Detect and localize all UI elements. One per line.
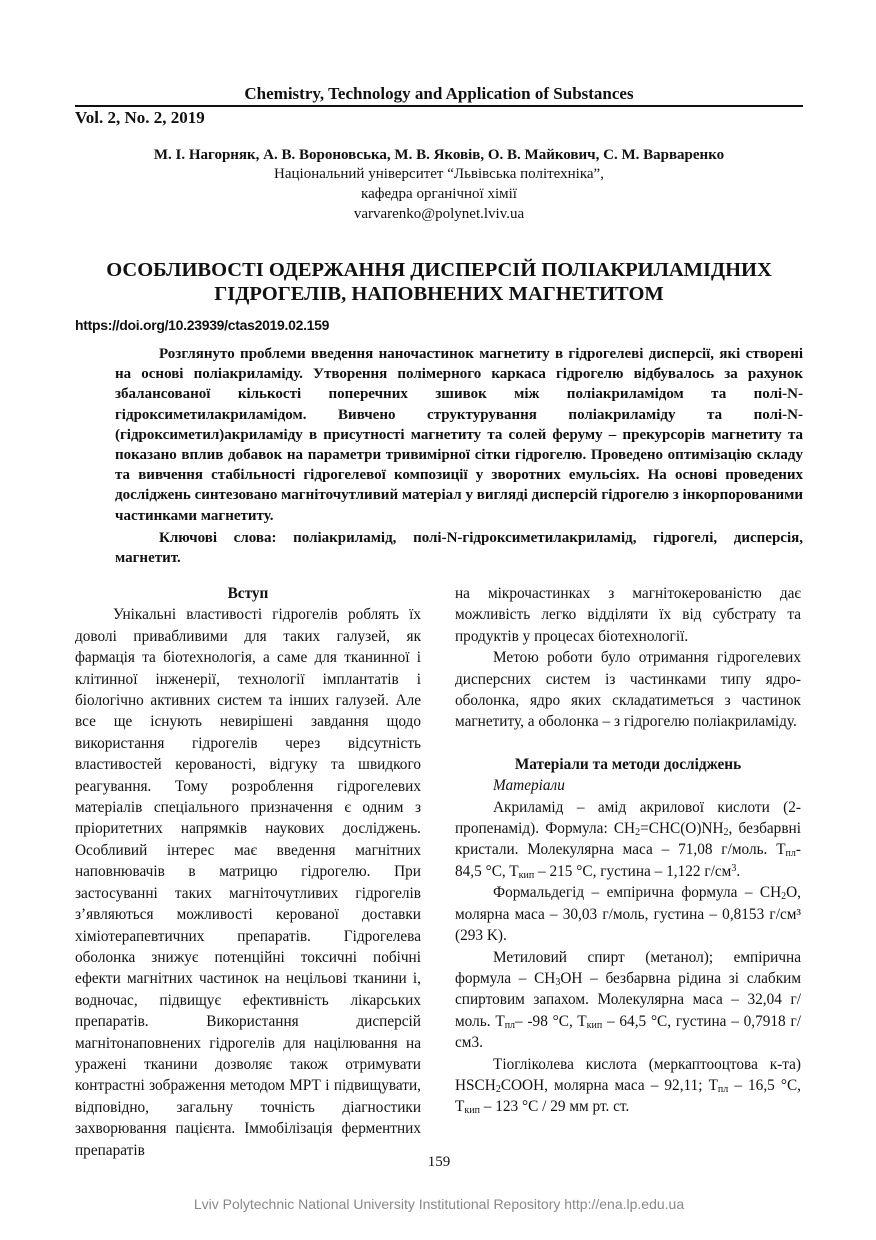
affiliation-department: кафедра органічної хімії xyxy=(361,186,517,202)
intro-continuation: на мікрочастинках з магнітокерованістю дає можливість легко відділяти їх від субстрату та продуктів у процесах біотехнології. xyxy=(455,585,801,645)
author-email: varvarenko@polynet.lviv.ua xyxy=(353,206,525,222)
left-column xyxy=(75,583,421,1161)
acrylamide-paragraph: Акриламід – амід акрилової кислоти (2-пропенамід). Формула: $CH_2=CHC(O)NH_2$, безбарвні кристали. Молекулярна маса – 71,08 г/моль. $T_{пл}-$ 84,5 °C, $T_{кип} - 215$ °C, густина – 1,122 $г/см^3$. xyxy=(455,798,801,881)
repository-footer[interactable]: Lviv Polytechnic National University Institutional Repository http://ena.lp.edu.ua xyxy=(193,1196,685,1212)
page-number: 159 xyxy=(427,1154,451,1170)
keywords: Ключові слова: поліакриламід, полі-N-гідроксиметилакриламід, гідрогелі, дисперсія, магнетит. xyxy=(115,530,803,567)
thioglycolic-paragraph: Тіогліколева кислота (меркаптооцтова к-та) $HSCH_2COOH$, молярна маса – 92,11; $T_{пл} - 16,5$ °C, $T_{кип} - 123$ °C / 29 мм рт. ст. xyxy=(455,1055,801,1117)
intro-heading: Вступ xyxy=(227,585,269,602)
materials-subheading: Матеріали xyxy=(493,777,565,795)
paper-title-line-1: ОСОБЛИВОСТІ ОДЕРЖАННЯ ДИСПЕРСІЙ ПОЛІАКРИЛАМІДНИХ xyxy=(106,259,772,281)
doi-link[interactable]: https://doi.org/10.23939/ctas2019.02.159 xyxy=(75,317,330,333)
intro-paragraph: Унікальні властивості гідрогелів роблять їх доволі привабливими для таких галузей, як фармація та біотехнологія, а саме для тканинної і клітинної інженерії, технології імплантатів і біологічно активних систем та інших галузей. Але все ще існують невирішені завдання щодо використання гідрогелів через відсутність властивостей керованості, відгуку та швидкого реагування. Тому розроблення гідрогелевих матеріалів спеціального призначення є одним з пріоритетних напрямків наукових досліджень. Особливий інтерес має введення магнітних наповнювачів в матрицю гідрогелю. При застосуванні таких магніточутливих гідрогелів з’являються можливості керованої доставки хіміотерапевтичних препаратів. Гідрогелева оболонка знижує потенційні токсичні побічні ефекти магнітних частинок на нецільові тканини і, водночас, підвищує ефективність лікарських препаратів. Використання дисперсій магнітонаповнених гідрогелів для націлювання на уражені тканини дозволяє також отримувати контрастні зображення методом МРТ і підвищувати, відповідно, загальну точність діагностики захворювання пацієнта. Іммобілізація ферментних препаратів xyxy=(75,606,421,1159)
formaldehyde-paragraph: Формальдегід – емпірична формула – $CH_2O$, молярна маса – 30,03 г/моль, густина – 0,8153 г/см³ (293 K). xyxy=(455,884,801,945)
journal-title: Chemistry, Technology and Application of Substances xyxy=(244,84,634,103)
right-column xyxy=(455,583,801,1118)
header-rule xyxy=(75,105,803,107)
volume-label: Vol. 2, No. 2, 2019 xyxy=(75,108,205,127)
authors: М. І. Нагорняк, А. В. Вороновська, М. В. Яковів, О. В. Майкович, С. М. Варваренко xyxy=(153,147,725,163)
affiliation-university: Національний університет “Львівська політехніка”, xyxy=(274,166,604,182)
methanol-paragraph: Метиловий спирт (метанол); емпірична формула – $CH_3OH$ – безбарвна рідина зі слабким спиртовим запахом. Молекулярна маса – 32,04 г/моль. $T_{пл}-$ -98 °C, $T_{кип} - 64,5$ °C, густина – 0,7918 г/см3. xyxy=(455,948,801,1052)
aim-paragraph: Метою роботи було отримання гідрогелевих дисперсних систем із частинками типу ядро-оболонка, ядро яких складатиметься з частинок магнетиту, а оболонка – з гідрогелю поліакриламіду. xyxy=(455,649,801,731)
paper-title-line-2: ГІДРОГЕЛІВ, НАПОВНЕНИХ МАГНЕТИТОМ xyxy=(214,283,664,305)
abstract: Розглянуто проблеми введення наночастинок магнетиту в гідрогелеві дисперсії, які створені на основі поліакриламіду. Утворення полімерного каркаса гідрогелю відбувалось за рахунок збалансованої кількості поперечних зшивок між поліакриламідом та полі-N-гідроксиметилакриламідом. Вивчено структурування поліакриламіду та полі-N-(гідроксиметил)акриламіду в присутності магнетиту та солей феруму – прекурсорів магнетиту та показано вплив добавок на параметри тривимірної сітки гідрогелю. Проведено оптимізацію складу та вивчення стабільності гідрогелевої композиції у зворотних емульсіях. На основі проведених досліджень синтезовано магніточутливий матеріал у вигляді дисперсій гідрогелю з інкорпорованими частинками магнетиту. xyxy=(115,346,803,524)
paper-title xyxy=(75,258,803,306)
methods-heading: Матеріали та методи досліджень xyxy=(514,755,742,773)
